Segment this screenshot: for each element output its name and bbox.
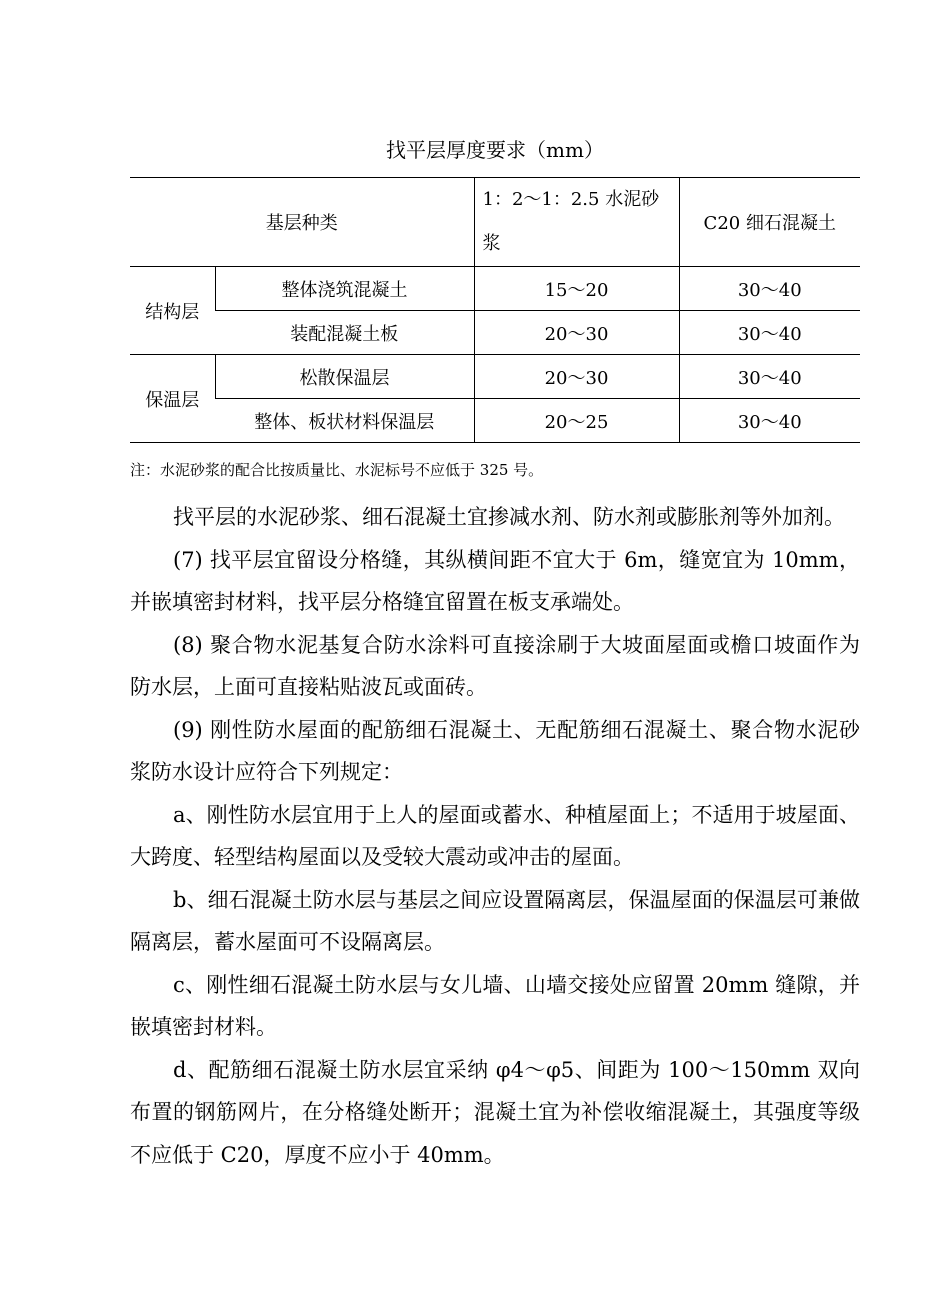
- paragraph: (7) 找平层宜留设分格缝，其纵横间距不宜大于 6m，缝宽宜为 10mm，并嵌填密封材料，找平层分格缝宜留置在板支承端处。: [130, 547, 860, 614]
- paragraph: (9) 刚性防水屋面的配筋细石混凝土、无配筋细石混凝土、聚合物水泥砂浆防水设计应符合下列规定：: [130, 717, 860, 784]
- table-row: [130, 355, 860, 399]
- table-row: [130, 311, 860, 355]
- row-name: 松散保温层: [215, 355, 474, 399]
- row-concrete-value: 30～40: [679, 355, 860, 399]
- row-concrete-value: 30～40: [679, 399, 860, 443]
- document-page: [130, 128, 860, 1176]
- table-header-row: [130, 178, 860, 267]
- row-name: 整体、板状材料保温层: [215, 399, 474, 443]
- thickness-table: [130, 177, 860, 443]
- table-row: [130, 399, 860, 443]
- header-concrete: C20 细石混凝土: [679, 178, 860, 267]
- row-concrete-value: 30～40: [679, 311, 860, 355]
- group-label: 保温层: [130, 355, 215, 443]
- paragraph: b、细石混凝土防水层与基层之间应设置隔离层，保温屋面的保温层可兼做隔离层，蓄水屋面可不设隔离层。: [130, 887, 860, 954]
- row-concrete-value: 30～40: [679, 267, 860, 311]
- paragraph: a、刚性防水层宜用于上人的屋面或蓄水、种植屋面上；不适用于坡屋面、大跨度、轻型结构屋面以及受较大震动或冲击的屋面。: [130, 802, 860, 869]
- paragraph: c、刚性细石混凝土防水层与女儿墙、山墙交接处应留置 20mm 缝隙，并嵌填密封材料。: [130, 972, 860, 1039]
- row-mortar-value: 20～30: [474, 355, 679, 399]
- table-row: [130, 267, 860, 311]
- row-name: 装配混凝土板: [215, 311, 474, 355]
- header-mortar: 1：2～1：2.5 水泥砂浆: [474, 178, 679, 267]
- paragraph: 找平层的水泥砂浆、细石混凝土宜掺减水剂、防水剂或膨胀剂等外加剂。: [173, 505, 845, 529]
- row-mortar-value: 20～30: [474, 311, 679, 355]
- header-base-type: 基层种类: [130, 178, 474, 267]
- table-note: 注：水泥砂浆的配合比按质量比、水泥标号不应低于 325 号。: [130, 461, 544, 479]
- group-label: 结构层: [130, 267, 215, 355]
- row-name: 整体浇筑混凝土: [215, 267, 474, 311]
- row-mortar-value: 15～20: [474, 267, 679, 311]
- paragraph: d、配筋细石混凝土防水层宜采纳 φ4～φ5、间距为 100～150mm 双向布置的钢筋网片，在分格缝处断开；混凝土宜为补偿收缩混凝土，其强度等级不应低于 C20，厚度不应小于 40mm。: [130, 1057, 860, 1167]
- paragraph: (8) 聚合物水泥基复合防水涂料可直接涂刷于大坡面屋面或檐口坡面作为防水层，上面可直接粘贴波瓦或面砖。: [130, 632, 860, 699]
- row-mortar-value: 20～25: [474, 399, 679, 443]
- table-title: 找平层厚度要求（mm）: [386, 138, 604, 162]
